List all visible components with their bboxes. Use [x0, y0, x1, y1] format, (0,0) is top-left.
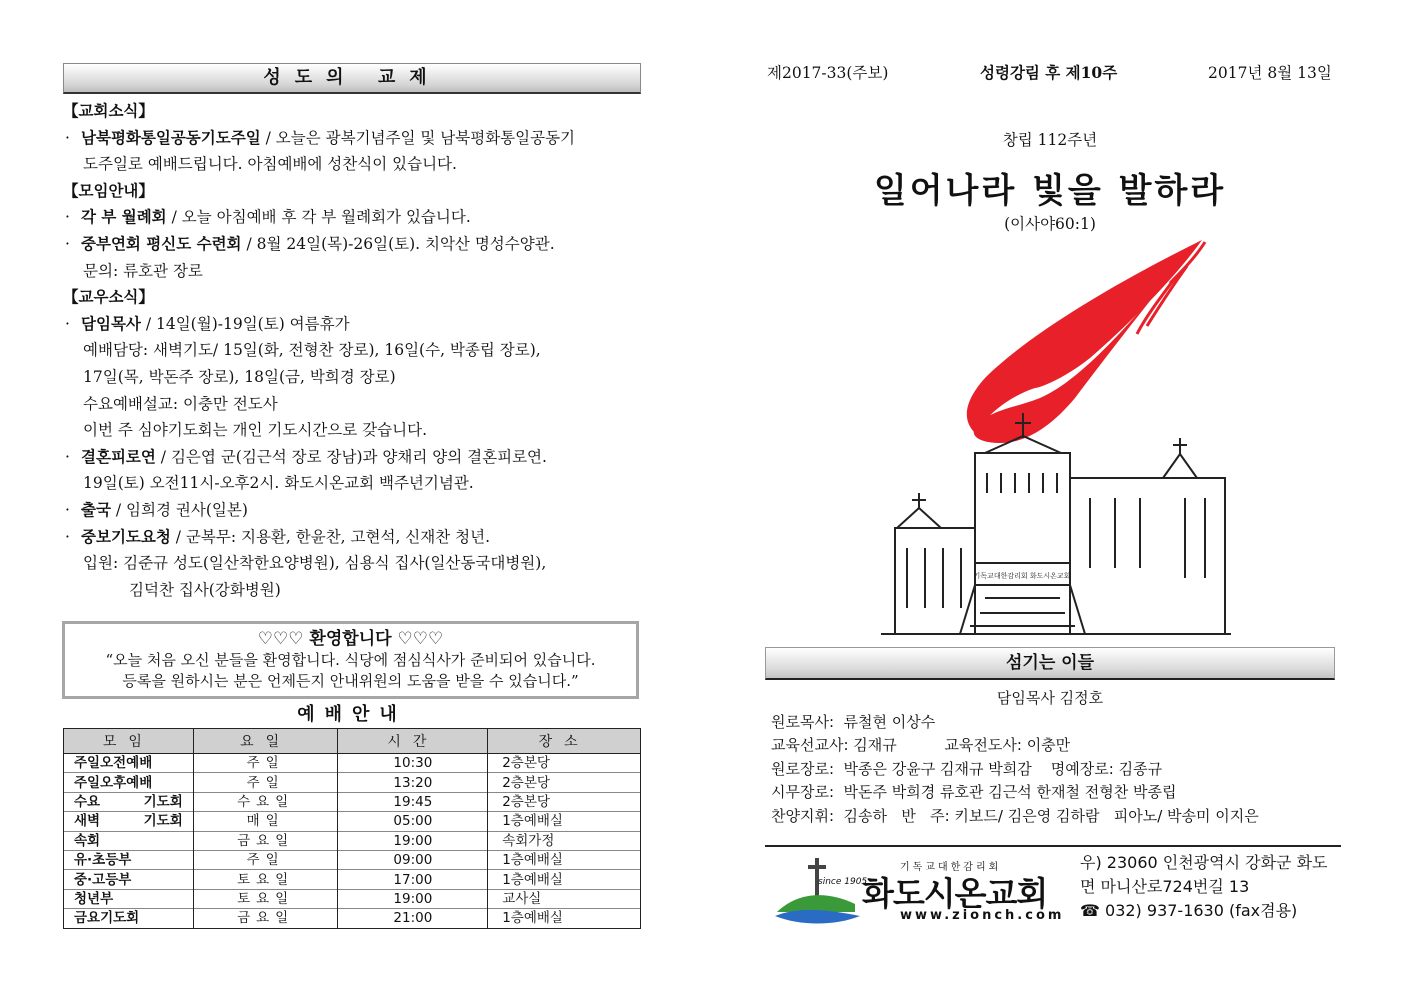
logo-denomination: 기독교대한감리회	[900, 862, 1002, 873]
right-wing	[1070, 478, 1225, 634]
member-item-line: 19일(토) 오전11시-오후2시. 화도시온교회 백주년기념관.	[83, 474, 474, 493]
welcome-box	[62, 621, 639, 699]
table-row	[64, 831, 641, 850]
cell-place: 속회가정	[488, 831, 641, 850]
table-header-row	[64, 729, 641, 754]
bullet: ·	[65, 208, 70, 227]
member-item-title: 담임목사	[81, 313, 141, 333]
table-row	[64, 754, 641, 773]
footer-divider	[765, 845, 1341, 847]
logo-website: www.zionch.com	[900, 908, 1065, 923]
cell-day: 주일	[193, 850, 338, 869]
meeting-heading: 【모임안내】	[63, 180, 154, 200]
section-title-fellowship: 성도의 교제	[63, 63, 641, 94]
news-item-cont: 도주일로 예배드립니다. 아침예배에 성찬식이 있습니다.	[83, 155, 457, 174]
cell-place: 2층본당	[488, 792, 641, 811]
member-item-line: 이번 주 심야기도회는 개인 기도시간으로 갖습니다.	[83, 421, 427, 440]
cell-place: 2층본당	[488, 754, 641, 773]
news-list	[63, 98, 643, 603]
member-item-prayer-request	[63, 524, 643, 551]
cell-day: 주일	[193, 773, 338, 792]
welcome-title: ♡♡♡ 환영합니다 ♡♡♡	[257, 629, 444, 649]
staff-row: 원로장로: 박종은 강윤구 김재규 박희감 명예장로: 김종규	[771, 759, 1163, 778]
staff-row: 시무장로: 박돈주 박희경 류호관 김근석 한재철 전형찬 박종립	[771, 783, 1177, 801]
cell-place: 2층본당	[488, 773, 641, 792]
logo-since: since 1905	[818, 877, 868, 887]
church-address	[1080, 851, 1328, 923]
staff-row: 찬양지휘: 김송하 반 주: 키보드/ 김은영 김하람 피아노/ 박송미 이지은	[771, 806, 1259, 825]
meeting-item-cont: 문의: 류호관 장로	[83, 261, 203, 280]
cell-day: 금요일	[193, 909, 338, 928]
table-row	[64, 889, 641, 908]
member-item-text: / 임희경 권사(일본)	[110, 500, 248, 519]
cell-meeting: 주일오후예배	[64, 773, 194, 792]
table-row	[64, 850, 641, 869]
cell-meeting: 주일오전예배	[64, 754, 194, 773]
church-flame-illustration	[875, 238, 1235, 640]
cell-meeting: 새벽 기도회	[64, 812, 194, 831]
staff-row: 원로목사: 류철현 이상수	[771, 712, 936, 731]
meeting-item-text: / 8월 24일(목)-26일(토). 치악산 명성수양관.	[241, 234, 555, 253]
cell-time: 19:45	[338, 792, 488, 811]
entrance-steps	[960, 585, 1085, 634]
worship-schedule-title: 예배안내	[297, 704, 407, 725]
member-item-line: 입원: 김준규 성도(일산착한요양병원), 심용식 집사(일산동국대병원),	[83, 554, 547, 573]
cell-time: 13:20	[338, 773, 488, 792]
cell-meeting: 유·초등부	[64, 850, 194, 869]
cell-meeting: 청년부	[64, 889, 194, 908]
left-spire	[897, 508, 941, 528]
senior-pastor: 담임목사 김정호	[996, 689, 1104, 707]
table-row	[64, 773, 641, 792]
cell-place: 1층예배실	[488, 850, 641, 869]
cell-place: 1층예배실	[488, 870, 641, 889]
church-news-heading: 【교회소식】	[63, 101, 154, 120]
cell-day: 토요일	[193, 889, 338, 908]
news-item-text: / 오늘은 광복기념주일 및 남북평화통일공동기	[260, 128, 576, 147]
cell-day: 매일	[193, 812, 338, 831]
cell-time: 19:00	[338, 889, 488, 908]
table-row	[64, 792, 641, 811]
cell-place: 1층예배실	[488, 909, 641, 928]
news-item-prayer-sunday	[63, 125, 643, 152]
right-cross	[1173, 438, 1187, 454]
banner-text: 기독교대한감리회 화도시온교회	[973, 572, 1071, 580]
logo-church-name: 화도시온교회	[862, 874, 1048, 913]
cell-time: 17:00	[338, 870, 488, 889]
right-spire	[1163, 454, 1197, 478]
member-news-heading: 【교우소식】	[63, 287, 154, 307]
bullet: ·	[65, 447, 70, 466]
anniversary-label: 창립 112주년	[1002, 131, 1098, 149]
bullet: ·	[65, 527, 70, 546]
cell-meeting: 금요기도회	[64, 909, 194, 928]
staff-list	[771, 687, 1341, 828]
cell-time: 19:00	[338, 831, 488, 850]
theme-verse: (이사야60:1)	[1004, 215, 1096, 233]
issue-number: 제2017-33(주보)	[767, 64, 889, 82]
bullet: ·	[65, 500, 70, 519]
bulletin-date: 2017년 8월 13일	[1208, 64, 1332, 82]
member-item-title: 결혼피로연	[81, 446, 156, 466]
left-cross	[912, 493, 926, 508]
bullet: ·	[65, 314, 70, 333]
meeting-item-text: / 오늘 아침예배 후 각 부 월례회가 있습니다.	[166, 208, 471, 227]
cell-day: 금요일	[193, 831, 338, 850]
cell-time: 05:00	[338, 812, 488, 831]
staff-row: 교육선교사: 김재규 교육전도사: 이충만	[771, 736, 1071, 754]
member-item-line: 예배담당: 새벽기도/ 15일(화, 전형찬 장로), 16일(수, 박종립 장로),	[83, 341, 541, 360]
bullet: ·	[65, 128, 70, 147]
cell-place: 1층예배실	[488, 812, 641, 831]
table-row	[64, 870, 641, 889]
cell-place: 교사실	[488, 889, 641, 908]
member-item-text: / 군복무: 지용환, 한윤찬, 고현석, 신재찬 청년.	[170, 527, 491, 546]
cell-meeting: 수요 기도회	[64, 792, 194, 811]
member-item-pastor	[63, 311, 643, 338]
meeting-item-title: 각 부 월례회	[81, 207, 167, 227]
column-header: 장소	[488, 729, 641, 754]
logo-hill-green	[777, 895, 855, 912]
meeting-item-retreat	[63, 231, 643, 258]
member-item-departure	[63, 497, 643, 524]
member-item-title: 중보기도요청	[81, 526, 171, 546]
table-row	[64, 909, 641, 928]
staff-section-title: 섬기는 이들	[765, 647, 1335, 680]
member-item-text: / 김은엽 군(김근석 장로 장남)과 양채리 양의 결혼피로연.	[155, 447, 547, 466]
member-item-text: / 14일(월)-19일(토) 여름휴가	[140, 314, 350, 333]
meeting-item-title: 중부연회 평신도 수련회	[81, 233, 242, 253]
welcome-line: “오늘 처음 오신 분들을 환영합니다. 식당에 점심식사가 준비되어 있습니다.	[105, 651, 596, 669]
column-header: 모임	[64, 729, 194, 754]
cell-time: 21:00	[338, 909, 488, 928]
table-row	[64, 812, 641, 831]
member-item-wedding	[63, 444, 643, 471]
member-item-line: 수요예배설교: 이충만 전도사	[83, 394, 278, 413]
member-item-title: 출국	[81, 499, 111, 519]
right-windows	[1090, 498, 1205, 578]
member-item-line: 17일(목, 박돈주 장로), 18일(금, 박희경 장로)	[83, 367, 396, 386]
theme-title: 일어나라 빛을 발하라	[873, 171, 1227, 211]
tower-body	[975, 453, 1070, 563]
liturgical-week: 성령강림 후 제10주	[980, 63, 1118, 82]
phone-line: ☎ 032) 937-1630 (fax겸용)	[1080, 901, 1298, 920]
column-header: 시간	[338, 729, 488, 754]
bullet: ·	[65, 234, 70, 253]
left-windows	[907, 548, 961, 608]
cell-day: 주일	[193, 754, 338, 773]
news-item-title: 남북평화통일공동기도주일	[81, 127, 261, 147]
cell-day: 수요일	[193, 792, 338, 811]
cell-time: 10:30	[338, 754, 488, 773]
cell-meeting: 중·고등부	[64, 870, 194, 889]
worship-schedule-table	[63, 728, 641, 929]
cell-time: 09:00	[338, 850, 488, 869]
meeting-item-monthly	[63, 204, 643, 231]
flame-shape	[967, 240, 1202, 433]
tower-windows	[987, 473, 1057, 493]
member-item-line: 김덕찬 집사(강화병원)	[129, 580, 281, 599]
welcome-line: 등록을 원하시는 분은 언제든지 안내위원의 도움을 받을 수 있습니다.”	[122, 672, 579, 690]
column-header: 요일	[193, 729, 338, 754]
address-line: 면 마니산로724번길 13	[1080, 877, 1250, 896]
address-line: 우) 23060 인천광역시 강화군 화도	[1080, 853, 1328, 872]
cell-meeting: 속회	[64, 831, 194, 850]
cell-day: 토요일	[193, 870, 338, 889]
